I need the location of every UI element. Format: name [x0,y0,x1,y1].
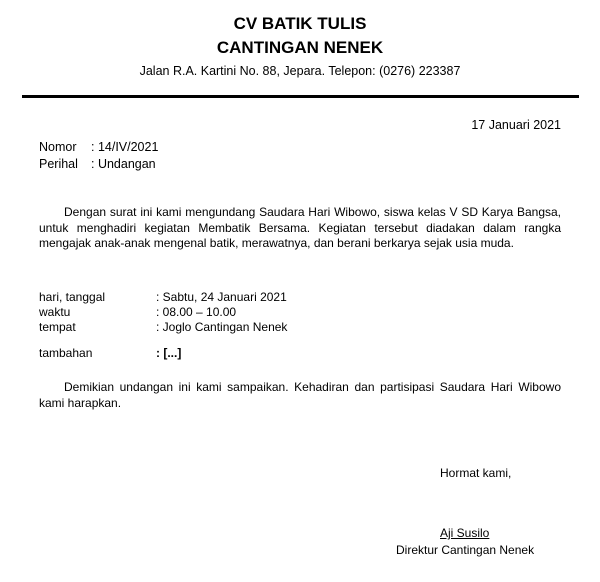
opening-paragraph: Dengan surat ini kami mengundang Saudara Hari Wibowo, siswa kelas V SD Karya Bangsa, untuk menghadiri kegiatan Membatik Bersama. Kegiatan tersebut diadakan dalam rangka mengajak anak-anak mengenal batik, merawatnya, dan berani berkarya sejak usia muda. [39,205,561,250]
detail-label: tambahan [39,346,93,360]
letter-number [39,140,158,154]
letter-date: 17 Januari 2021 [471,118,561,132]
detail-row-extra [39,346,181,360]
detail-value: : 08.00 – 10.00 [156,305,237,319]
detail-value: : Sabtu, 24 Januari 2021 [156,290,287,304]
detail-value: : [...] [156,346,182,360]
detail-row-place [39,320,287,334]
closing-paragraph: Demikian undangan ini kami sampaikan. Kehadiran dan partisipasi Saudara Hari Wibowo kami harapkan. [39,380,561,410]
letter-number-label: Nomor [39,140,77,154]
signer-name: Aji Susilo [440,526,490,540]
detail-label: hari, tanggal [39,290,106,304]
detail-value: : Joglo Cantingan Nenek [156,320,288,334]
company-name-line1: CV BATIK TULIS [233,14,367,33]
detail-label: waktu [39,305,71,319]
letter-number-value: : 14/IV/2021 [91,140,159,154]
letter-subject [39,157,156,171]
letter-subject-value: : Undangan [91,157,156,171]
detail-row-time [39,305,236,319]
signer-title: Direktur Cantingan Nenek [396,543,535,557]
company-name-line2: CANTINGAN NENEK [216,38,384,57]
closing-salutation: Hormat kami, [440,466,512,480]
letterhead-divider [22,95,579,98]
company-address: Jalan R.A. Kartini No. 88, Jepara. Telepon: (0276) 223387 [139,64,461,78]
detail-label: tempat [39,320,76,334]
letter-subject-label: Perihal [39,157,78,171]
detail-row-day-date [39,290,287,304]
